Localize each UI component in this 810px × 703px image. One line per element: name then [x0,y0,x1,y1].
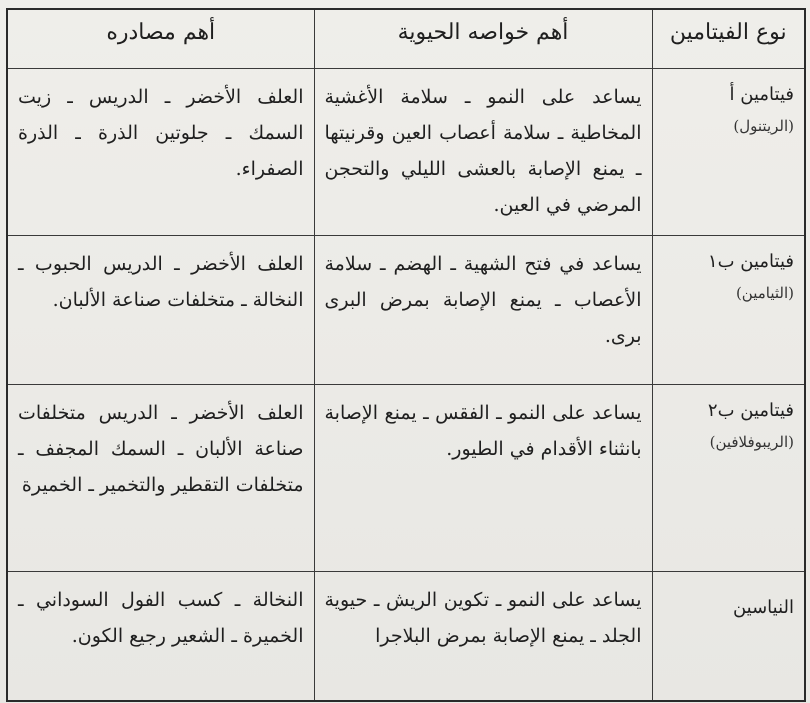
table-row [7,236,805,385]
vitamin-name: النياسين [732,597,794,618]
sources-cell: العلف الأخضر ـ الدريس الحبوب ـ النخالة ـ متخلفات صناعة الألبان. [7,236,314,385]
header-row [7,9,805,69]
sources-cell: العلف الأخضر ـ الدريس متخلفات صناعة الألبان ـ السمك المجفف ـ متخلفات التقطير والتخمير ـ الخميرة [7,385,314,572]
table-row [7,385,805,572]
properties-cell: يساعد في فتح الشهية ـ الهضم ـ سلامة الأعصاب ـ يمنع الإصابة بمرض البرى برى. [314,236,652,385]
vitamin-alt-name: (الثيامين) [735,284,794,302]
table-row [7,572,805,702]
vitamins-table [6,8,806,702]
vitamin-alt-name: (الريتنول) [733,117,794,135]
vitamin-type-cell [652,236,805,385]
vitamin-alt-name: (الريبوفلافين) [709,433,794,451]
properties-cell: يساعد على النمو ـ الفقس ـ يمنع الإصابة بانثناء الأقدام في الطيور. [314,385,652,572]
sources-cell: العلف الأخضر ـ الدريس ـ زيت السمك ـ جلوتين الذرة ـ الذرة الصفراء. [7,69,314,236]
vitamin-type-cell [652,385,805,572]
header-vitamin-type: نوع الفيتامين [652,9,805,69]
header-properties: أهم خواصه الحيوية [314,9,652,69]
vitamin-name: فيتامين ب٢ [707,400,794,421]
vitamin-type-cell [652,69,805,236]
vitamin-type-cell [652,572,805,702]
table-row [7,69,805,236]
sources-cell: النخالة ـ كسب الفول السوداني ـ الخميرة ـ الشعير رجيع الكون. [7,572,314,702]
properties-cell: يساعد على النمو ـ سلامة الأغشية المخاطية ـ سلامة أعصاب العين وقرنيتها ـ يمنع الإصابة بالعشى الليلي والتحجن المرضي في العين. [314,69,652,236]
vitamin-name: فيتامين أ [729,84,794,105]
vitamin-name: فيتامين ب١ [707,251,794,272]
properties-cell: يساعد على النمو ـ تكوين الريش ـ حيوية الجلد ـ يمنع الإصابة بمرض البلاجرا [314,572,652,702]
header-sources: أهم مصادره [7,9,314,69]
